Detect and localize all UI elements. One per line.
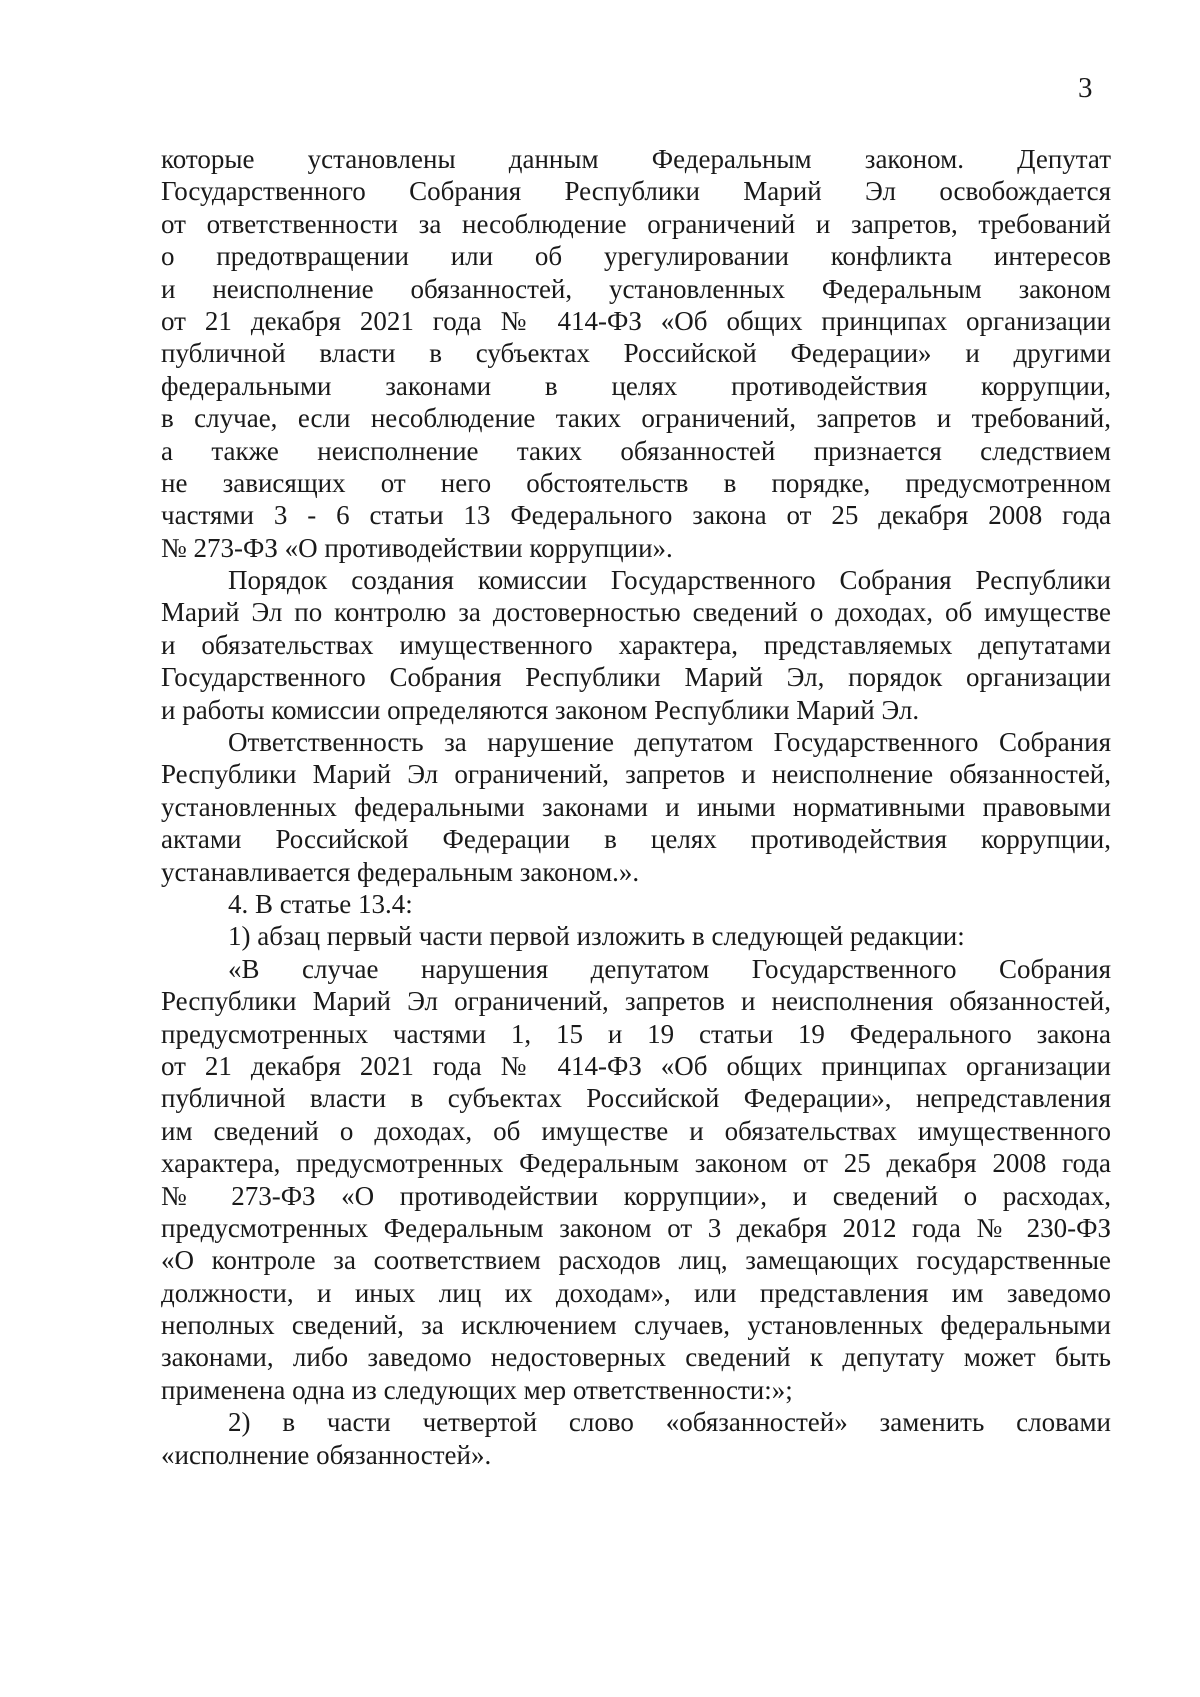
text-line: Республики Марий Эл ограничений, запретов и неисполнения обязанностей,	[161, 986, 1111, 1017]
text-line: характера, предусмотренных Федеральным законом от 25 декабря 2008 года	[161, 1148, 1111, 1179]
text-line: от ответственности за несоблюдение ограничений и запретов, требований	[161, 208, 1111, 239]
text-line: применена одна из следующих мер ответственности:»;	[161, 1374, 793, 1405]
text-line: предусмотренных Федеральным законом от 3 декабря 2012 года № 230-ФЗ	[161, 1212, 1111, 1243]
text-line: а также неисполнение таких обязанностей признается следствием	[161, 435, 1111, 466]
text-line: актами Российской Федерации в целях противодействия коррупции,	[161, 824, 1111, 855]
text-line: неполных сведений, за исключением случаев, установленных федеральными	[161, 1310, 1111, 1341]
text-line: 2) в части четвертой слово «обязанностей» заменить словами	[228, 1407, 1111, 1438]
text-line: от 21 декабря 2021 года № 414-ФЗ «Об общих принципах организации	[161, 1050, 1111, 1081]
text-line: № 273-ФЗ «О противодействии коррупции», и сведений о расходах,	[161, 1180, 1111, 1211]
text-line: установленных федеральными законами и иными нормативными правовыми	[161, 791, 1111, 822]
text-line: публичной власти в субъектах Российской Федерации», непредставления	[161, 1083, 1111, 1114]
text-line: 1) абзац первый части первой изложить в следующей редакции:	[228, 921, 965, 952]
text-line: законами, либо заведомо недостоверных сведений к депутату может быть	[161, 1342, 1111, 1373]
text-line: публичной власти в субъектах Российской Федерации» и другими	[161, 338, 1111, 369]
text-line: Государственного Собрания Республики Марий Эл освобождается	[161, 176, 1111, 207]
text-line: «О контроле за соответствием расходов лиц, замещающих государственные	[161, 1245, 1111, 1276]
document-body	[161, 143, 1111, 1471]
text-line: Ответственность за нарушение депутатом Государственного Собрания	[228, 727, 1111, 758]
text-line: от 21 декабря 2021 года № 414-ФЗ «Об общих принципах организации	[161, 305, 1111, 336]
text-line: Порядок создания комиссии Государственного Собрания Республики	[228, 565, 1111, 596]
text-line: о предотвращении или об урегулировании конфликта интересов	[161, 241, 1111, 272]
text-line: Республики Марий Эл ограничений, запретов и неисполнение обязанностей,	[161, 759, 1111, 790]
text-line: которые установлены данным Федеральным законом. Депутат	[161, 144, 1111, 174]
text-line: и обязательствах имущественного характера, представляемых депутатами	[161, 629, 1111, 660]
text-line: и работы комиссии определяются законом Республики Марий Эл.	[161, 694, 920, 725]
text-line: предусмотренных частями 1, 15 и 19 статьи 19 Федерального закона	[161, 1018, 1111, 1049]
text-line: федеральными законами в целях противодействия коррупции,	[161, 370, 1111, 401]
text-line: частями 3 - 6 статьи 13 Федерального закона от 25 декабря 2008 года	[161, 500, 1111, 531]
text-line: им сведений о доходах, об имуществе и обязательствах имущественного	[161, 1115, 1111, 1146]
text-line: Государственного Собрания Республики Марий Эл, порядок организации	[161, 662, 1111, 693]
text-line: должности, и иных лиц их доходам», или представления им заведомо	[161, 1277, 1111, 1308]
page-number: 3	[1078, 72, 1093, 104]
text-line: устанавливается федеральным законом.».	[161, 856, 640, 887]
text-line: не зависящих от него обстоятельств в порядке, предусмотренном	[161, 467, 1111, 498]
text-line: Марий Эл по контролю за достоверностью сведений о доходах, об имуществе	[161, 597, 1111, 628]
text-line: «исполнение обязанностей».	[161, 1439, 492, 1470]
text-line: и неисполнение обязанностей, установленных Федеральным законом	[161, 273, 1111, 304]
text-line: «В случае нарушения депутатом Государственного Собрания	[228, 953, 1111, 984]
text-line: № 273-ФЗ «О противодействии коррупции».	[161, 532, 673, 563]
text-line: в случае, если несоблюдение таких ограничений, запретов и требований,	[161, 403, 1111, 434]
text-line: 4. В статье 13.4:	[228, 888, 413, 919]
